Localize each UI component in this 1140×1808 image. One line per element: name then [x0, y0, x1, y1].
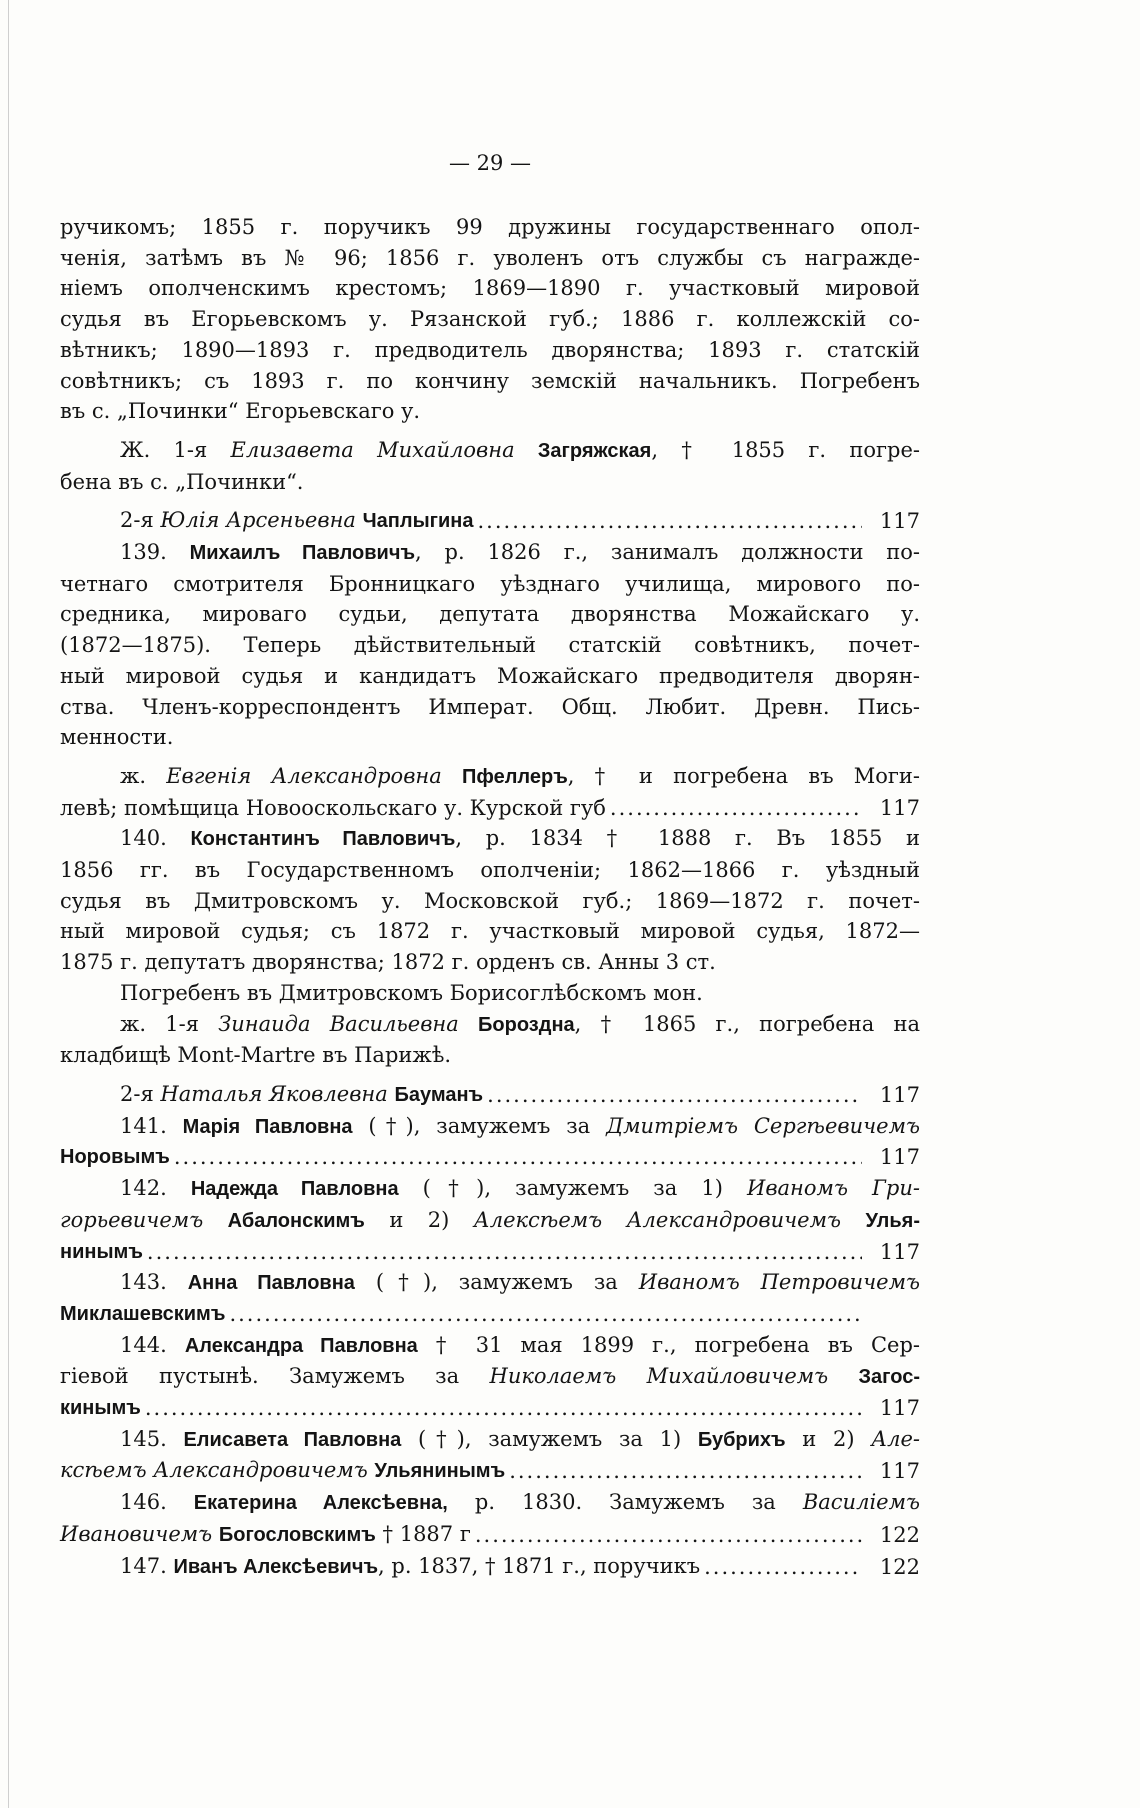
page-reference: 117 — [879, 1082, 920, 1107]
book-page — [60, 150, 920, 1582]
leader-dots — [487, 1080, 862, 1111]
toc-line: ксѣемъ Александровичемъ Ульянинымъ ..... 117 — [60, 1455, 920, 1487]
toc-line: 147. Иванъ Алексѣевичъ, р. 1837, † 1871 г., поручикъ ..... 122 — [60, 1551, 920, 1583]
text-line: менности. — [60, 725, 174, 750]
text-line: ный мировой судья и кандидатъ Можайскаго предводителя дворян- — [60, 663, 920, 688]
text-line: судья въ Егорьевскомъ у. Рязанской губ.; 1886 г. коллежскій со- — [60, 307, 920, 332]
toc-line: левѣ; помѣщица Новооскольскаго у. Курской губ ..... 117 — [60, 793, 920, 824]
text-line: гіевой пустынѣ. Замужемъ за Николаемъ Михайловичемъ Загос- — [60, 1364, 920, 1389]
text-line: ства. Членъ-корреспондентъ Императ. Общ. Любит. Древн. Пись- — [60, 694, 920, 719]
entry-145 — [60, 1424, 920, 1487]
text-line: бена въ с. „Починки“. — [60, 469, 304, 494]
leader-dots — [147, 1237, 862, 1268]
entry-143 — [60, 1267, 920, 1329]
toc-line: Ивановичемъ Богословскимъ † 1887 г ..... 122 — [60, 1519, 920, 1551]
page-reference: 122 — [879, 1554, 920, 1579]
text-line: судья въ Дмитровскомъ у. Московской губ.; 1869—1872 г. почет- — [60, 888, 920, 913]
page-reference: 117 — [879, 509, 920, 534]
spouse-entry-pfeller — [60, 761, 920, 823]
page-reference: 117 — [879, 795, 920, 820]
leader-dots — [229, 1299, 862, 1330]
leader-dots — [509, 1456, 862, 1487]
leader-dots — [145, 1393, 862, 1424]
text-line: ченія, затѣмъ въ № 96; 1856 г. уволенъ отъ службы съ награжде- — [60, 245, 920, 270]
text-line: 146. Екатерина Алексѣевна, р. 1830. Замужемъ за Василіемъ — [120, 1490, 920, 1515]
entry-140 — [60, 823, 920, 1008]
entry-147 — [60, 1551, 920, 1583]
toc-line: 2-я Наталья Яковлевна Бауманъ ..... 117 — [60, 1079, 920, 1111]
text-line: четнаго смотрителя Бронницкаго уѣзднаго училища, мирового по- — [60, 571, 920, 596]
text-line: ж. 1-я Зинаида Васильевна Бороздна, † 1865 г., погребена на — [120, 1011, 920, 1036]
entry-141 — [60, 1111, 920, 1173]
toc-line: Норовымъ ..... 117 — [60, 1142, 920, 1173]
text-line: 144. Александра Павловна † 31 мая 1899 г., погребена въ Сер- — [120, 1332, 920, 1357]
text-line: Ж. 1-я Елизавета Михайловна Загряжская, † 1855 г. погре- — [120, 437, 920, 462]
text-line: 140. Константинъ Павловичъ, р. 1834 † 1888 г. Въ 1855 и — [120, 826, 920, 851]
toc-line: нинымъ ..... 117 — [60, 1237, 920, 1268]
text-line: (1872—1875). Теперь дѣйствительный статскій совѣтникъ, почет- — [60, 633, 920, 658]
text-line: Погребенъ въ Дмитровскомъ Борисоглѣбскомъ мон. — [120, 980, 703, 1005]
entry-146 — [60, 1487, 920, 1550]
page-reference: 117 — [879, 1396, 920, 1421]
leader-dots — [475, 1520, 862, 1551]
text-line: ніемъ ополченскимъ крестомъ; 1869—1890 г. участковый мировой — [60, 276, 920, 301]
paragraph-continuation — [60, 212, 920, 427]
text-line: 1875 г. депутатъ дворянства; 1872 г. орденъ св. Анны 3 ст. — [60, 950, 716, 975]
text-line: горьевичемъ Абалонскимъ и 2) Алексѣемъ Александровичемъ Улья- — [60, 1207, 920, 1232]
leader-dots — [174, 1142, 862, 1173]
spouse-entry-chaplygina — [60, 505, 920, 537]
text-line: 143. Анна Павловна (†), замужемъ за Иваномъ Петровичемъ — [120, 1270, 920, 1295]
page-edge-line — [8, 0, 9, 1808]
page-number: — 29 — — [448, 151, 532, 175]
leader-dots — [478, 506, 863, 537]
page-reference: 117 — [879, 1239, 920, 1264]
text-line: ный мировой судья; съ 1872 г. участковый мировой судья, 1872— — [60, 919, 920, 944]
spouse-entry-bauman — [60, 1079, 920, 1111]
leader-dots — [704, 1552, 862, 1583]
text-line: ручикомъ; 1855 г. поручикъ 99 дружины государственнаго опол- — [60, 215, 920, 239]
text-line: средника, мироваго судьи, депутата дворянства Можайскаго у. — [60, 602, 920, 627]
text-line: 145. Елисавета Павловна (†), замужемъ за 1) Бубрихъ и 2) Але- — [120, 1426, 921, 1451]
page-reference: 117 — [879, 1459, 920, 1484]
leader-dots — [610, 793, 862, 824]
page-reference: 117 — [879, 1145, 920, 1170]
entry-139 — [60, 537, 920, 753]
text-line: 139. Михаилъ Павловичъ, р. 1826 г., занималъ должности по- — [120, 540, 920, 565]
spouse-entry-zagryazhskaya — [60, 435, 920, 497]
spouse-entry-borozdna — [60, 1009, 920, 1071]
toc-line: Миклашевскимъ ..... — [60, 1299, 920, 1330]
text-line: въ с. „Починки“ Егорьевскаго у. — [60, 399, 421, 424]
text-line: кладбищѣ Mont-Martre въ Парижѣ. — [60, 1043, 452, 1068]
entry-142 — [60, 1173, 920, 1267]
toc-line: кинымъ ..... 117 — [60, 1393, 920, 1424]
text-line: 1856 гг. въ Государственномъ ополченіи; 1862—1866 г. уѣздный — [60, 858, 920, 883]
toc-line: 2-я Юлія Арсеньевна Чаплыгина ..... 117 — [60, 505, 920, 537]
text-line: ж. Евгенія Александровна Пфеллеръ, † и погребена въ Моги- — [120, 763, 920, 788]
text-line: вѣтникъ; 1890—1893 г. предводитель дворянства; 1893 г. статскій — [60, 337, 920, 362]
page-reference: 122 — [879, 1522, 920, 1547]
entry-144 — [60, 1330, 920, 1424]
text-line: совѣтникъ; съ 1893 г. по кончину земскій начальникъ. Погребенъ — [60, 368, 920, 393]
text-line: 141. Марія Павловна (†), замужемъ за Дмитріемъ Сергѣевичемъ — [120, 1113, 921, 1138]
text-line: 142. Надежда Павловна (†), замужемъ за 1) Иваномъ Гри- — [120, 1176, 920, 1201]
